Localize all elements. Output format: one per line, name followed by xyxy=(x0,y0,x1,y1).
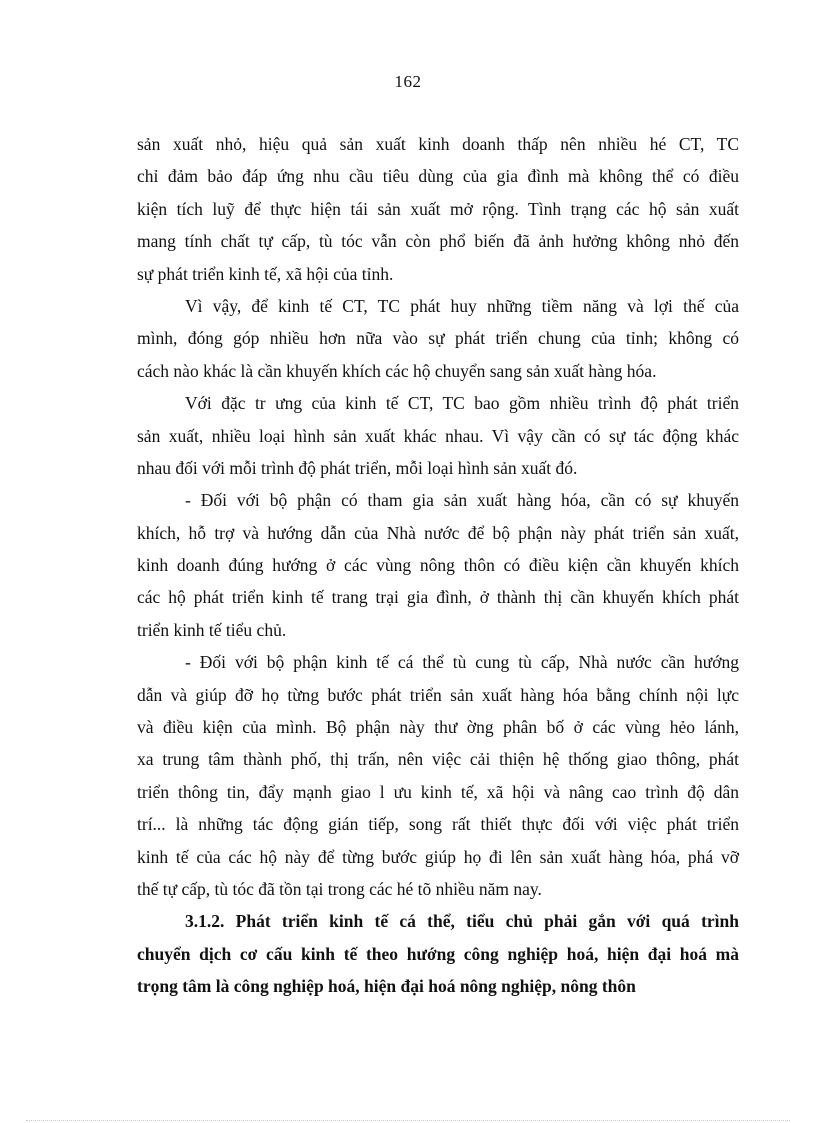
section-heading-line: trọng tâm là công nghiệp hoá, hiện đại hoá nông nghiệp, nông thôn xyxy=(137,976,636,997)
text-line: dẫn và giúp đỡ họ từng bước phát triển sản xuất hàng hóa bằng chính nội lực xyxy=(137,684,739,705)
text-line: triển kinh tế tiểu chủ. xyxy=(137,619,287,640)
text-line: sản xuất nhỏ, hiệu quả sản xuất kinh doanh thấp nên nhiều hé CT, TC xyxy=(137,134,739,154)
text-line: thế tự cấp, tù tóc đã tồn tại trong các hé tõ nhiều năm nay. xyxy=(137,878,542,899)
text-line: trí... là những tác động gián tiếp, song rất thiết thực đối với việc phát triển xyxy=(137,814,739,835)
text-line: khích, hỗ trợ và hướng dẫn của Nhà nước để bộ phận này phát triển sản xuất, xyxy=(137,522,739,543)
text-line: kinh tế của các hộ này để từng bước giúp họ đi lên sản xuất hàng hóa, phá vỡ xyxy=(137,846,739,867)
body-text xyxy=(137,128,739,1003)
footer-divider xyxy=(26,1120,790,1121)
text-line: mình, đóng góp nhiều hơn nữa vào sự phát triển chung của tỉnh; không có xyxy=(137,328,739,349)
text-line: sự phát triển kinh tế, xã hội của tỉnh. xyxy=(137,263,394,284)
section-heading-line: 3.1.2. Phát triển kinh tế cá thể, tiểu chủ phải gắn với quá trình xyxy=(185,911,739,932)
text-line: triển thông tin, đẩy mạnh giao l ưu kinh tế, xã hội và nâng cao trình độ dân xyxy=(137,781,739,802)
text-line: và điều kiện của mình. Bộ phận này thư ờng phân bố ở các vùng hẻo lánh, xyxy=(137,717,739,738)
text-line: nhau đối với mỗi trình độ phát triển, mỗi loại hình sản xuất đó. xyxy=(137,457,578,478)
text-line: mang tính chất tự cấp, tù tóc vẫn còn phổ biến đã ảnh hưởng không nhỏ đến xyxy=(137,231,739,252)
text-line: chỉ đảm bảo đáp ứng nhu cầu tiêu dùng của gia đình mà không thể có điều xyxy=(137,166,739,187)
text-line: Vì vậy, để kinh tế CT, TC phát huy những tiềm năng và lợi thế của xyxy=(185,295,739,316)
text-line: kinh doanh đúng hướng ở các vùng nông thôn có điều kiện cần khuyến khích xyxy=(137,555,739,576)
text-line: kiện tích luỹ để thực hiện tái sản xuất mở rộng. Tình trạng các hộ sản xuất xyxy=(137,198,739,219)
text-line: các hộ phát triển kinh tế trang trại gia đình, ở thành thị cần khuyến khích phát xyxy=(137,587,739,608)
text-line: Với đặc tr ưng của kinh tế CT, TC bao gồm nhiều trình độ phát triển xyxy=(185,393,739,414)
text-line: - Đối với bộ phận kinh tế cá thể tù cung tù cấp, Nhà nước cần hướng xyxy=(185,652,739,673)
section-heading-line: chuyển dịch cơ cấu kinh tế theo hướng công nghiệp hoá, hiện đại hoá mà xyxy=(137,943,739,964)
text-line: sản xuất, nhiều loại hình sản xuất khác nhau. Vì vậy cần có sự tác động khác xyxy=(137,425,739,446)
text-line: xa trung tâm thành phố, thị trấn, nên việc cải thiện hệ thống giao thông, phát xyxy=(137,749,739,770)
text-line: - Đối với bộ phận có tham gia sản xuất hàng hóa, cần có sự khuyến xyxy=(185,490,739,511)
text-line: cách nào khác là cần khuyến khích các hộ chuyển sang sản xuất hàng hóa. xyxy=(137,360,657,381)
page-number: 162 xyxy=(394,72,422,91)
